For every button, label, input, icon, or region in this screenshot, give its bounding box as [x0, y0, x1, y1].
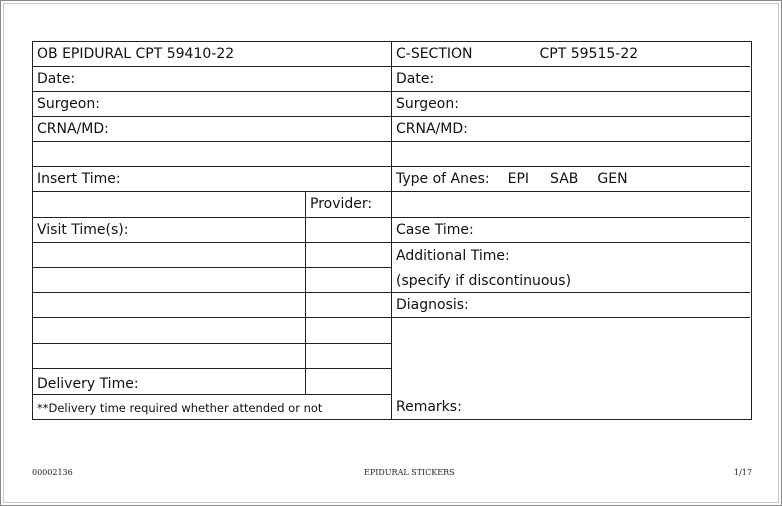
form-code: 00002136: [32, 468, 73, 477]
right-blank-row[interactable]: [392, 192, 750, 218]
page-number: 1/17: [734, 468, 752, 477]
right-crna-field[interactable]: CRNA/MD:: [392, 117, 750, 142]
provider-cell[interactable]: [306, 318, 392, 344]
visit-times-field[interactable]: Visit Time(s):: [33, 218, 306, 243]
provider-cell[interactable]: [306, 218, 392, 243]
provider-cell[interactable]: [306, 344, 392, 369]
left-blank-row[interactable]: [33, 142, 392, 167]
anes-option-epi[interactable]: EPI: [507, 171, 530, 187]
additional-time-field[interactable]: [392, 243, 750, 293]
visit-time-row[interactable]: [33, 318, 306, 344]
provider-cell[interactable]: [306, 369, 392, 395]
visit-time-row[interactable]: [33, 344, 306, 369]
delivery-note: **Delivery time required whether attended or not: [33, 395, 392, 419]
c-section-cpt: CPT 59515-22: [539, 46, 639, 62]
type-of-anes-label: Type of Anes:: [396, 171, 490, 187]
c-section-header: [392, 42, 750, 67]
additional-time-note: (specify if discontinuous): [396, 273, 572, 289]
insert-time-field[interactable]: Insert Time:: [33, 167, 392, 192]
remarks-field[interactable]: [392, 318, 750, 419]
left-date-field[interactable]: Date:: [33, 67, 392, 92]
ob-epidural-title: OB EPIDURAL CPT 59410-22: [33, 42, 392, 67]
delivery-time-field[interactable]: Delivery Time:: [33, 369, 306, 395]
provider-cell[interactable]: [306, 293, 392, 318]
left-crna-field[interactable]: CRNA/MD:: [33, 117, 392, 142]
additional-time-label: Additional Time:: [396, 248, 510, 264]
right-blank-row[interactable]: [392, 142, 750, 167]
epidural-sticker-form: [32, 41, 752, 420]
insert-time-value[interactable]: [33, 192, 306, 218]
remarks-label: Remarks:: [396, 399, 462, 415]
c-section-title: C-SECTION: [396, 46, 473, 62]
visit-time-row[interactable]: [33, 293, 306, 318]
form-title: EPIDURAL STICKERS: [364, 468, 455, 477]
visit-time-row[interactable]: [33, 268, 306, 293]
type-of-anes-row: [392, 167, 750, 192]
provider-cell[interactable]: [306, 268, 392, 293]
diagnosis-field[interactable]: Diagnosis:: [392, 293, 750, 318]
provider-label: Provider:: [306, 192, 392, 218]
provider-cell[interactable]: [306, 243, 392, 268]
right-surgeon-field[interactable]: Surgeon:: [392, 92, 750, 117]
right-date-field[interactable]: Date:: [392, 67, 750, 92]
visit-time-row[interactable]: [33, 243, 306, 268]
anes-option-sab[interactable]: SAB: [550, 171, 579, 187]
anes-option-gen[interactable]: GEN: [597, 171, 628, 187]
left-surgeon-field[interactable]: Surgeon:: [33, 92, 392, 117]
case-time-field[interactable]: Case Time:: [392, 218, 750, 243]
